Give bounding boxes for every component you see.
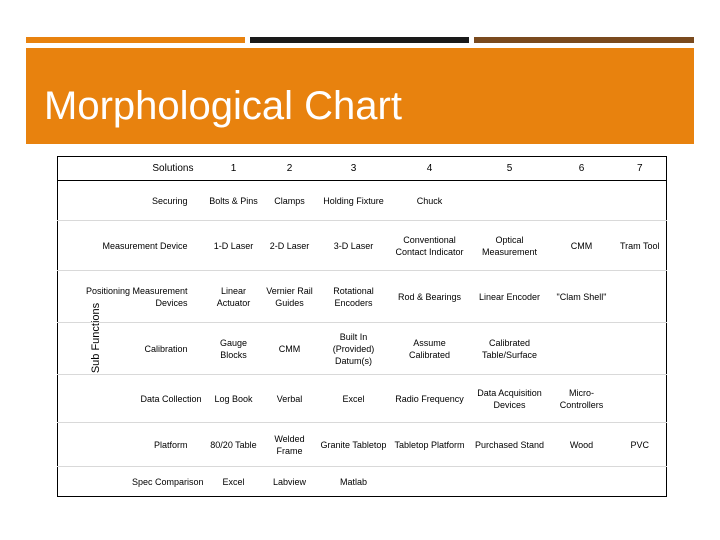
solution-cell: Labview — [262, 467, 318, 497]
solution-cell: Welded Frame — [262, 423, 318, 467]
solution-cell — [470, 181, 550, 221]
solution-cell: Linear Encoder — [470, 271, 550, 323]
solution-cell — [614, 323, 667, 375]
header-cell-6: 6 — [550, 157, 614, 181]
header-cell-solutions: Solutions — [58, 157, 206, 181]
function-cell: Data Collection — [58, 375, 206, 423]
header-cell-5: 5 — [470, 157, 550, 181]
solution-cell — [390, 467, 470, 497]
solution-cell: Granite Tabletop — [318, 423, 390, 467]
table-row — [58, 221, 667, 271]
solution-cell — [614, 181, 667, 221]
solution-cell: Excel — [318, 375, 390, 423]
solution-cell: Rod & Bearings — [390, 271, 470, 323]
solution-cell: CMM — [550, 221, 614, 271]
solution-cell: Vernier Rail Guides — [262, 271, 318, 323]
solution-cell: Chuck — [390, 181, 470, 221]
solution-cell: 1-D Laser — [206, 221, 262, 271]
solution-cell — [614, 271, 667, 323]
solution-cell — [550, 181, 614, 221]
solution-cell — [470, 467, 550, 497]
solution-cell: Bolts & Pins — [206, 181, 262, 221]
solution-cell: Rotational Encoders — [318, 271, 390, 323]
header-row — [58, 157, 667, 181]
function-cell: Spec Comparison — [58, 467, 206, 497]
solution-cell: Verbal — [262, 375, 318, 423]
solution-cell: Gauge Blocks — [206, 323, 262, 375]
solution-cell — [550, 467, 614, 497]
header-cell-7: 7 — [614, 157, 667, 181]
solution-cell: 2-D Laser — [262, 221, 318, 271]
function-cell: Calibration — [58, 323, 206, 375]
solution-cell: Built In (Provided) Datum(s) — [318, 323, 390, 375]
solution-cell: Excel — [206, 467, 262, 497]
header-cell-4: 4 — [390, 157, 470, 181]
solution-cell — [614, 375, 667, 423]
table-row — [58, 271, 667, 323]
solution-cell: Clamps — [262, 181, 318, 221]
table-row — [58, 323, 667, 375]
solution-cell — [614, 467, 667, 497]
sub-functions-label: Sub Functions — [90, 302, 102, 374]
solution-cell: Tabletop Platform — [390, 423, 470, 467]
solution-cell: PVC — [614, 423, 667, 467]
solution-cell: Assume Calibrated — [390, 323, 470, 375]
solution-cell: 80/20 Table — [206, 423, 262, 467]
header-cell-2: 2 — [262, 157, 318, 181]
solution-cell: Wood — [550, 423, 614, 467]
accent-bar-black — [250, 37, 469, 43]
header-cell-3: 3 — [318, 157, 390, 181]
solution-cell: Log Book — [206, 375, 262, 423]
function-cell: Securing — [58, 181, 206, 221]
function-cell: Measurement Device — [58, 221, 206, 271]
function-cell: Platform — [58, 423, 206, 467]
solution-cell: 3-D Laser — [318, 221, 390, 271]
accent-bar-brown — [474, 37, 694, 43]
solution-cell: Calibrated Table/Surface — [470, 323, 550, 375]
slide-title: Morphological Chart — [44, 84, 402, 128]
solution-cell: "Clam Shell" — [550, 271, 614, 323]
table-row — [58, 375, 667, 423]
solution-cell: Micro-Controllers — [550, 375, 614, 423]
solution-cell: Purchased Stand — [470, 423, 550, 467]
table-row — [58, 467, 667, 497]
solution-cell: CMM — [262, 323, 318, 375]
solution-cell: Optical Measurement — [470, 221, 550, 271]
solution-cell: Tram Tool — [614, 221, 667, 271]
header-cell-1: 1 — [206, 157, 262, 181]
table-row — [58, 423, 667, 467]
solution-cell: Data Acquisition Devices — [470, 375, 550, 423]
solution-cell — [550, 323, 614, 375]
solution-cell: Linear Actuator — [206, 271, 262, 323]
accent-bar-orange — [26, 37, 245, 43]
morphological-table — [57, 156, 667, 497]
solution-cell: Radio Frequency — [390, 375, 470, 423]
solution-cell: Holding Fixture — [318, 181, 390, 221]
function-cell: Positioning Measurement Devices — [58, 271, 206, 323]
solution-cell: Conventional Contact Indicator — [390, 221, 470, 271]
table-row — [58, 181, 667, 221]
solution-cell: Matlab — [318, 467, 390, 497]
